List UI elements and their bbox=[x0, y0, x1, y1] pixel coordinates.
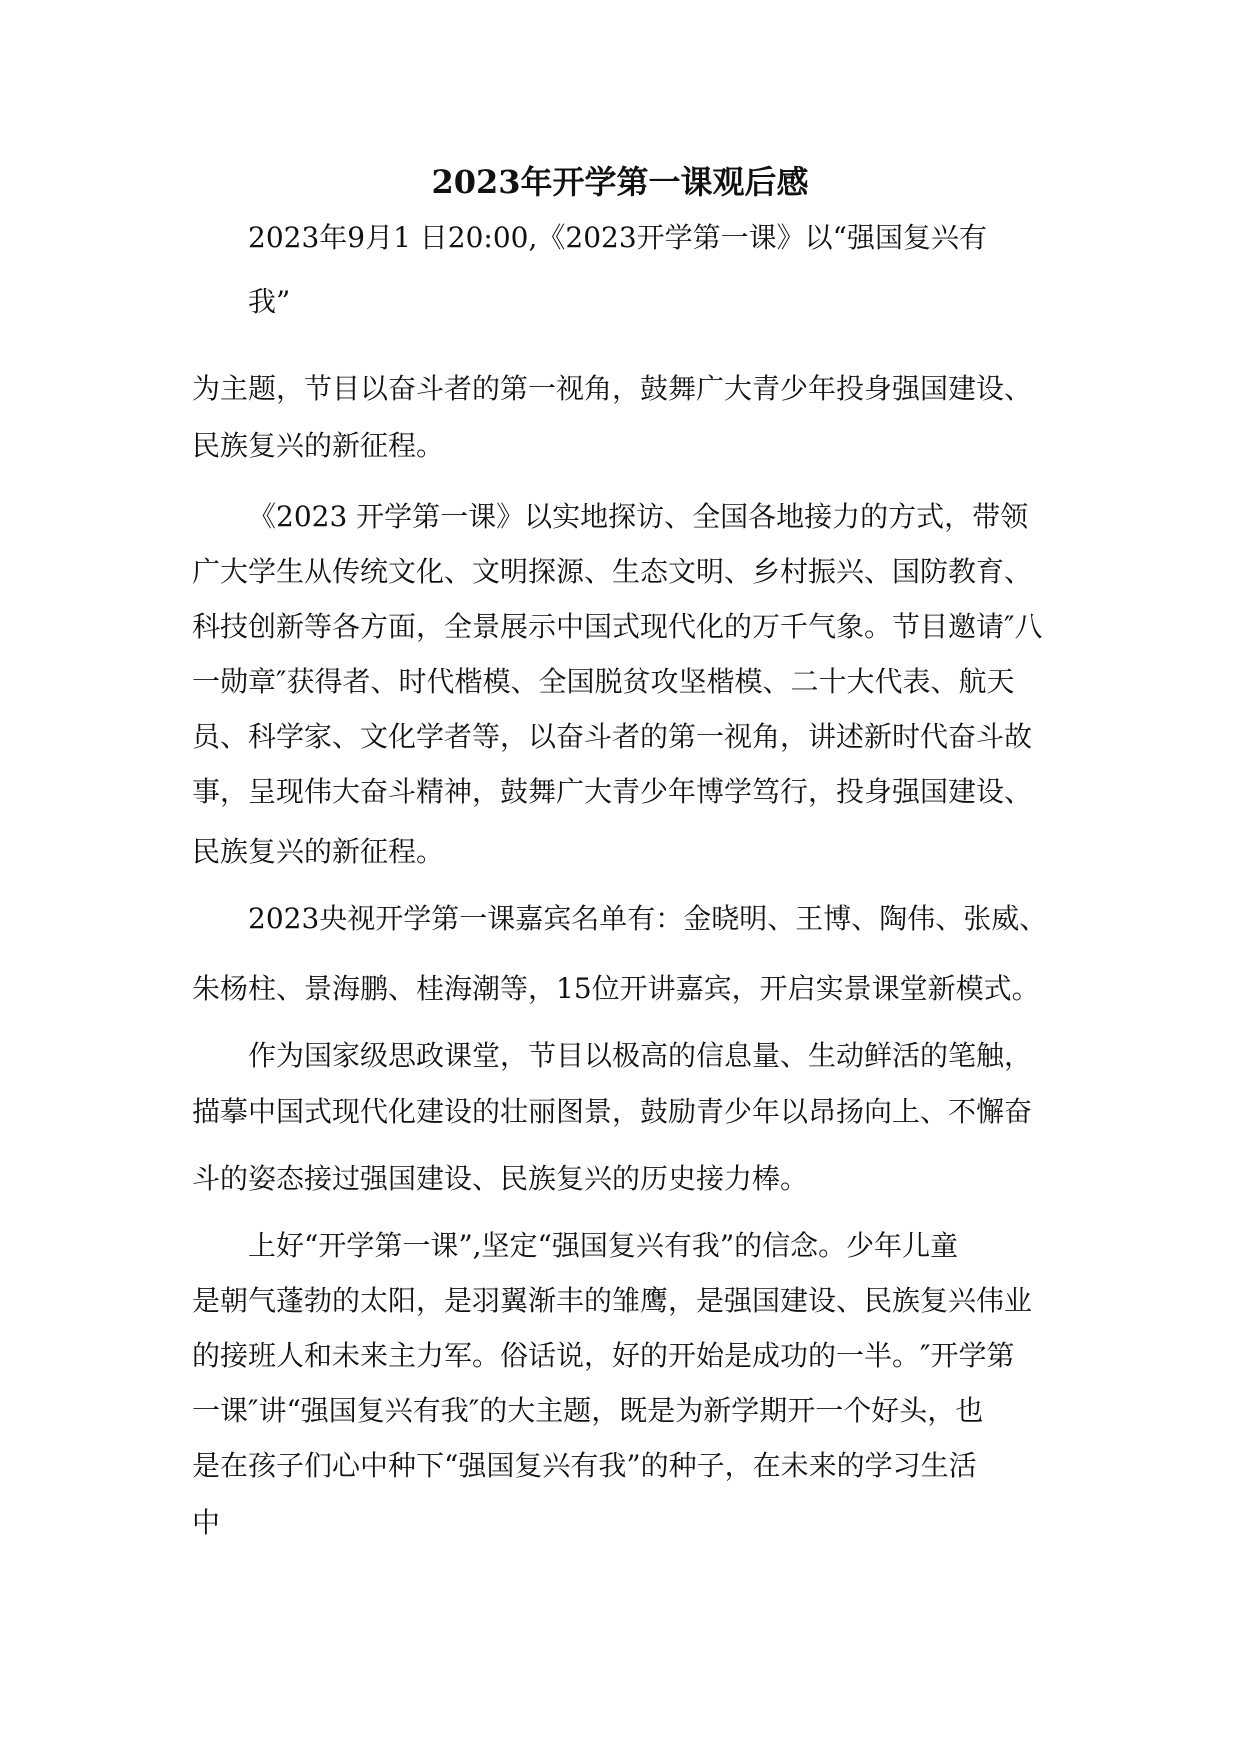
paragraph-line: 中 bbox=[192, 1506, 221, 1539]
paragraph-line: 员、科学家、文化学者等，以奋斗者的第一视角，讲述新时代奋斗故 bbox=[192, 720, 1033, 753]
paragraph-line: 我” bbox=[248, 285, 291, 318]
paragraph-line: 民族复兴的新征程。 bbox=[192, 429, 445, 462]
paragraph-line: 为主题，节目以奋斗者的第一视角，鼓舞广大青少年投身强国建设、 bbox=[192, 372, 1033, 405]
paragraph-line: 作为国家级思政课堂，节目以极高的信息量、生动鲜活的笔触， bbox=[248, 1039, 1033, 1072]
paragraph-line: 科技创新等各方面，全景展示中国式现代化的万千气象。节目邀请″八 bbox=[192, 610, 1043, 643]
paragraph-line: 一课″讲“强国复兴有我″的大主题，既是为新学期开一个好头，也 bbox=[192, 1394, 984, 1427]
paragraph-line: 描摹中国式现代化建设的壮丽图景，鼓励青少年以昂扬向上、不懈奋 bbox=[192, 1095, 1033, 1128]
paragraph-line: 2023年9月1 日20:00,《2023开学第一课》以“强国复兴有 bbox=[248, 221, 987, 254]
paragraph-line: 一勋章″获得者、时代楷模、全国脱贫攻坚楷模、二十大代表、航天 bbox=[192, 665, 1015, 698]
paragraph-line: 上好“开学第一课”,坚定“强国复兴有我”的信念。少年儿童 bbox=[248, 1229, 959, 1262]
paragraph-line: 斗的姿态接过强国建设、民族复兴的历史接力棒。 bbox=[192, 1162, 809, 1195]
paragraph-line: 事，呈现伟大奋斗精神，鼓舞广大青少年博学笃行，投身强国建设、 bbox=[192, 775, 1033, 808]
paragraph-line: 朱杨柱、景海鹏、桂海潮等，15位开讲嘉宾，开启实景课堂新模式。 bbox=[192, 972, 1040, 1005]
paragraph-line: 是朝气蓬勃的太阳，是羽翼渐丰的雏鹰，是强国建设、民族复兴伟业 bbox=[192, 1284, 1033, 1317]
paragraph-line: 民族复兴的新征程。 bbox=[192, 835, 445, 868]
document-title: 2023年开学第一课观后感 bbox=[431, 163, 809, 201]
paragraph-line: 2023央视开学第一课嘉宾名单有：金晓明、王博、陶伟、张威、 bbox=[248, 902, 1048, 935]
paragraph-line: 是在孩子们心中种下“强国复兴有我”的种子，在未来的学习生活 bbox=[192, 1449, 977, 1482]
paragraph-line: 广大学生从传统文化、文明探源、生态文明、乡村振兴、国防教育、 bbox=[192, 555, 1033, 588]
paragraph-line: 的接班人和未来主力军。俗话说，好的开始是成功的一半。″开学第 bbox=[192, 1339, 1015, 1372]
paragraph-line: 《2023 开学第一课》以实地探访、全国各地接力的方式，带领 bbox=[248, 500, 1029, 533]
